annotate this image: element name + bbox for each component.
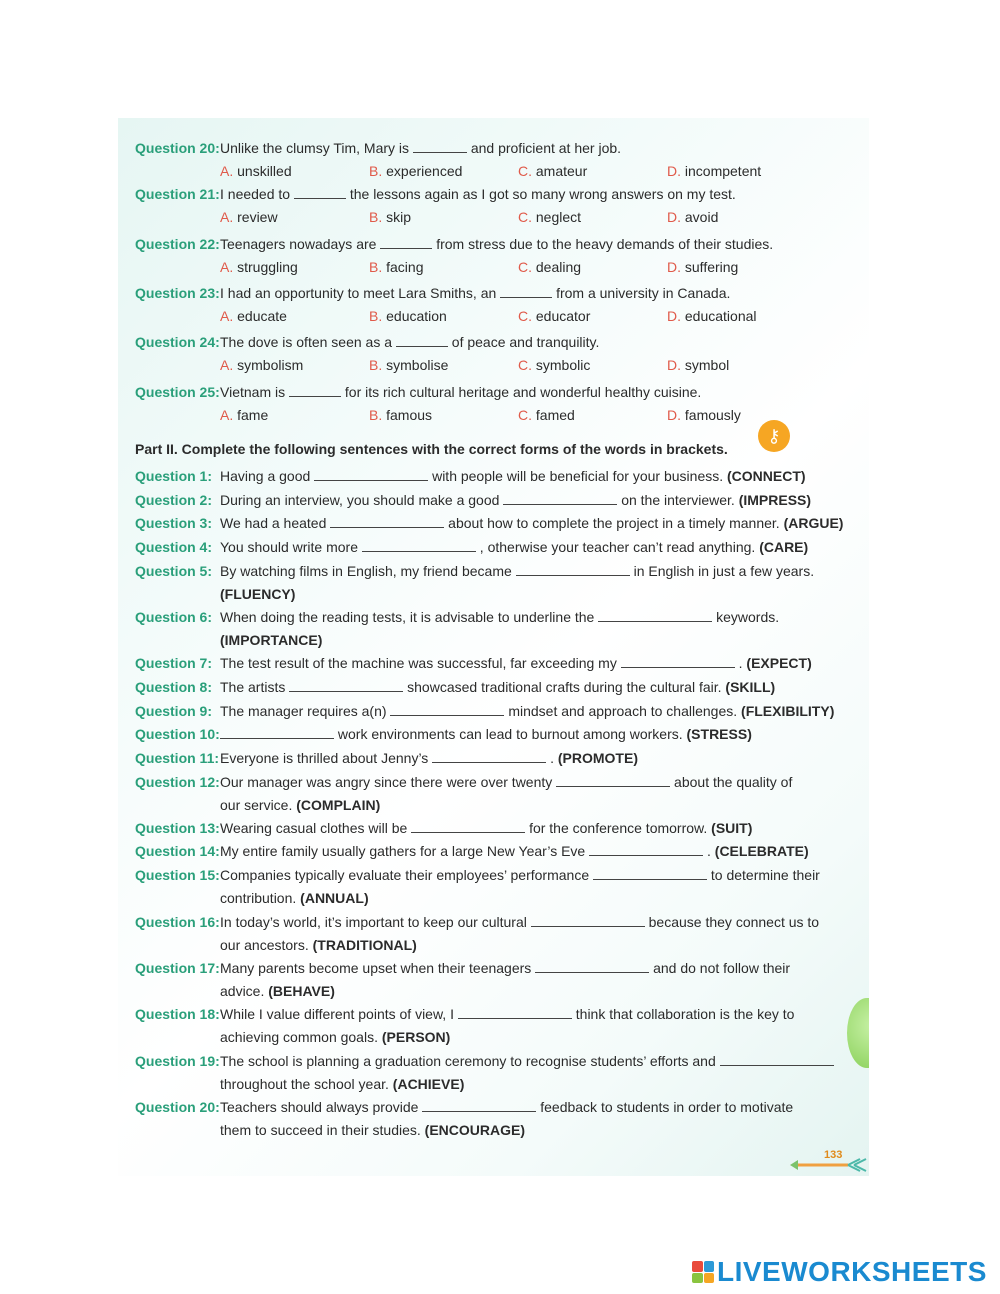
answer-option[interactable] xyxy=(220,259,298,275)
answer-blank[interactable] xyxy=(362,541,476,552)
question-label: Question 7: xyxy=(135,655,213,671)
option-text: skip xyxy=(386,209,412,225)
answer-blank[interactable] xyxy=(458,1008,572,1019)
question-continuation xyxy=(220,937,417,953)
word-hint: (ANNUAL) xyxy=(300,890,369,906)
option-letter: B. xyxy=(369,357,383,373)
question-text xyxy=(220,703,834,719)
option-letter: A. xyxy=(220,308,234,324)
question-text-before: The school is planning a graduation ceremony to recognise students’ efforts and xyxy=(220,1053,716,1069)
question-text-after: . xyxy=(738,655,743,671)
question-text-after: from stress due to the heavy demands of their studies. xyxy=(436,236,774,252)
word-hint: (FLEXIBILITY) xyxy=(741,703,835,719)
question-text-after: showcased traditional crafts during the cultural fair. xyxy=(407,679,722,695)
answer-option[interactable] xyxy=(220,209,278,225)
option-text: educate xyxy=(237,308,287,324)
option-text: educator xyxy=(535,308,591,324)
answer-blank[interactable] xyxy=(503,494,617,505)
question-text xyxy=(220,960,790,976)
option-text: dealing xyxy=(535,259,582,275)
question-text-before: During an interview, you should make a good xyxy=(220,492,500,508)
answer-blank[interactable] xyxy=(556,776,670,787)
question-label: Question 17: xyxy=(135,960,220,976)
question-label: Question 16: xyxy=(135,914,220,930)
question-text-before: My entire family usually gathers for a large New Year’s Eve xyxy=(220,843,586,859)
answer-blank[interactable] xyxy=(411,822,525,833)
question-label: Question 11: xyxy=(135,750,220,766)
question-text-continued: throughout the school year. xyxy=(220,1076,389,1092)
answer-blank[interactable] xyxy=(380,238,432,249)
question-label: Question 20: xyxy=(135,140,220,156)
option-text: symbol xyxy=(684,357,730,373)
question-label: Question 6: xyxy=(135,609,213,625)
answer-option[interactable] xyxy=(518,259,581,275)
question-text-after: for its rich cultural heritage and wonderful healthy cuisine. xyxy=(344,384,702,400)
question-label: Question 15: xyxy=(135,867,220,883)
option-text: symbolise xyxy=(386,357,449,373)
option-letter: C. xyxy=(518,308,532,324)
answer-option[interactable] xyxy=(667,357,729,373)
answer-blank[interactable] xyxy=(593,869,707,880)
arrow-decoration-icon xyxy=(788,1158,868,1172)
question-text-after: the lessons again as I got so many wrong answers on my test. xyxy=(349,186,736,202)
question-text xyxy=(220,140,621,156)
word-hint: (CELEBRATE) xyxy=(714,843,809,859)
word-hint: (BEHAVE) xyxy=(268,983,335,999)
answer-blank[interactable] xyxy=(390,705,504,716)
answer-option[interactable] xyxy=(220,308,287,324)
answer-option[interactable] xyxy=(667,407,741,423)
question-text-after: about how to complete the project in a timely manner. xyxy=(448,515,780,531)
answer-blank[interactable] xyxy=(589,845,703,856)
question-text xyxy=(220,679,775,695)
question-text-before: The artists xyxy=(220,679,286,695)
answer-blank[interactable] xyxy=(330,517,444,528)
question-text xyxy=(220,384,701,400)
question-label: Question 4: xyxy=(135,539,213,555)
answer-blank[interactable] xyxy=(294,188,346,199)
question-text-after: . xyxy=(550,750,554,766)
option-letter: D. xyxy=(667,357,681,373)
word-hint: (COMPLAIN) xyxy=(296,797,381,813)
question-text-after: in English in just a few years. xyxy=(633,563,815,579)
question-text-after: for the conference tomorrow. xyxy=(529,820,708,836)
question-text xyxy=(220,515,843,531)
option-text: review xyxy=(237,209,278,225)
question-label: Question 20: xyxy=(135,1099,220,1115)
question-text-after: because they connect us to xyxy=(648,914,820,930)
option-letter: C. xyxy=(518,259,532,275)
question-text xyxy=(220,655,812,671)
question-text xyxy=(220,563,814,579)
word-hint: (SUIT) xyxy=(711,820,753,836)
answer-blank[interactable] xyxy=(422,1101,536,1112)
question-label: Question 13: xyxy=(135,820,220,836)
answer-option[interactable] xyxy=(518,357,590,373)
word-hint: (ARGUE) xyxy=(783,515,844,531)
question-text-before: When doing the reading tests, it is advisable to underline the xyxy=(220,609,595,625)
answer-blank[interactable] xyxy=(413,142,467,153)
question-text-after: . xyxy=(707,843,711,859)
question-text-after: and do not follow their xyxy=(653,960,791,976)
question-continuation xyxy=(220,890,369,906)
answer-option[interactable] xyxy=(518,308,590,324)
question-text-before: Wearing casual clothes will be xyxy=(220,820,408,836)
question-text-before: The test result of the machine was successful, far exceeding my xyxy=(220,655,617,671)
question-text-before: While I value different points of view, I xyxy=(220,1006,454,1022)
option-text: facing xyxy=(386,259,424,275)
answer-blank[interactable] xyxy=(516,565,630,576)
question-label: Question 9: xyxy=(135,703,213,719)
question-continuation xyxy=(220,586,295,602)
option-text: neglect xyxy=(535,209,582,225)
option-letter: D. xyxy=(667,259,681,275)
answer-option[interactable] xyxy=(220,357,303,373)
answer-blank[interactable] xyxy=(289,386,341,397)
question-text xyxy=(220,468,806,484)
question-label: Question 2: xyxy=(135,492,213,508)
answer-option[interactable] xyxy=(667,308,757,324)
worksheet-page xyxy=(118,118,869,1176)
option-letter: B. xyxy=(369,163,383,179)
option-text: suffering xyxy=(684,259,739,275)
question-text xyxy=(220,914,819,930)
answer-blank[interactable] xyxy=(432,752,546,763)
option-letter: D. xyxy=(667,209,681,225)
question-text-before: We had a heated xyxy=(220,515,327,531)
option-text: struggling xyxy=(237,259,298,275)
question-text-before: Our manager was angry since there were over twenty xyxy=(220,774,553,790)
answer-option[interactable] xyxy=(518,209,581,225)
question-label: Question 14: xyxy=(135,843,220,859)
question-text xyxy=(220,285,730,301)
question-text-before: Teachers should always provide xyxy=(220,1099,419,1115)
option-text: experienced xyxy=(386,163,463,179)
answer-option[interactable] xyxy=(667,209,718,225)
question-continuation xyxy=(220,983,335,999)
answer-option[interactable] xyxy=(369,259,423,275)
option-text: famously xyxy=(684,407,741,423)
question-text xyxy=(220,1006,794,1022)
answer-blank[interactable] xyxy=(314,470,428,481)
option-letter: B. xyxy=(369,209,383,225)
option-text: famous xyxy=(386,407,433,423)
part-ii-title: Part II. Complete the following sentences with the correct forms of the words in brackets. xyxy=(135,441,728,457)
option-letter: C. xyxy=(518,407,532,423)
question-label: Question 3: xyxy=(135,515,213,531)
answer-option[interactable] xyxy=(518,163,587,179)
question-text-after: , otherwise your teacher can’t read anything. xyxy=(479,539,756,555)
question-label: Question 8: xyxy=(135,679,213,695)
question-text-after: on the interviewer. xyxy=(621,492,735,508)
question-text-after: and proficient at her job. xyxy=(470,140,622,156)
question-text xyxy=(220,492,811,508)
question-text-after: from a university in Canada. xyxy=(556,285,731,301)
answer-blank[interactable] xyxy=(500,287,552,298)
question-text xyxy=(220,774,792,790)
question-text-before: You should write more xyxy=(220,539,359,555)
question-text-after: keywords. xyxy=(716,609,780,625)
option-text: unskilled xyxy=(237,163,292,179)
answer-blank[interactable] xyxy=(531,916,645,927)
question-text-after: about the quality of xyxy=(674,774,793,790)
question-text-continued: (FLUENCY) xyxy=(220,586,296,602)
question-label: Question 25: xyxy=(135,384,220,400)
question-text-after: to determine their xyxy=(710,867,820,883)
question-text-after: think that collaboration is the key to xyxy=(575,1006,795,1022)
answer-blank[interactable] xyxy=(535,962,649,973)
question-text-before: I had an opportunity to meet Lara Smiths, an xyxy=(220,285,497,301)
answer-blank[interactable] xyxy=(289,681,403,692)
question-label: Question 23: xyxy=(135,285,220,301)
word-hint: (PERSON) xyxy=(381,1029,451,1045)
answer-blank[interactable] xyxy=(720,1055,834,1066)
word-hint: (PROMOTE) xyxy=(557,750,638,766)
answer-option[interactable] xyxy=(369,308,447,324)
question-continuation xyxy=(220,632,322,648)
option-letter: A. xyxy=(220,259,234,275)
question-text-after: mindset and approach to challenges. xyxy=(508,703,738,719)
question-text xyxy=(220,236,773,252)
answer-blank[interactable] xyxy=(396,336,448,347)
option-text: educational xyxy=(684,308,757,324)
question-label: Question 22: xyxy=(135,236,220,252)
answer-option[interactable] xyxy=(220,407,268,423)
answer-option[interactable] xyxy=(369,209,411,225)
answer-option[interactable] xyxy=(220,163,292,179)
question-text-after: work environments can lead to burnout among workers. xyxy=(337,726,683,742)
option-letter: B. xyxy=(369,259,383,275)
option-letter: D. xyxy=(667,308,681,324)
word-hint: (SKILL) xyxy=(725,679,776,695)
option-text: amateur xyxy=(535,163,588,179)
word-hint: (CONNECT) xyxy=(727,468,806,484)
answer-option[interactable] xyxy=(667,163,761,179)
option-letter: C. xyxy=(518,209,532,225)
option-text: fame xyxy=(237,407,269,423)
question-continuation xyxy=(220,1122,525,1138)
option-text: famed xyxy=(535,407,575,423)
question-text xyxy=(220,750,638,766)
word-hint: (ENCOURAGE) xyxy=(424,1122,526,1138)
option-letter: A. xyxy=(220,209,234,225)
option-text: incompetent xyxy=(684,163,762,179)
question-text-before: Vietnam is xyxy=(220,384,286,400)
question-text-continued: (IMPORTANCE) xyxy=(220,632,323,648)
question-text xyxy=(220,334,599,350)
key-icon[interactable]: ⚷ xyxy=(758,420,790,452)
decorative-blob xyxy=(847,998,869,1068)
word-hint: (EXPECT) xyxy=(746,655,812,671)
word-hint: (TRADITIONAL) xyxy=(312,937,417,953)
question-text-before: In today’s world, it’s important to keep our cultural xyxy=(220,914,527,930)
option-text: symbolic xyxy=(535,357,591,373)
question-text-before: Teenagers nowadays are xyxy=(220,236,377,252)
question-continuation xyxy=(220,1076,464,1092)
question-text-continued: achieving common goals. xyxy=(220,1029,378,1045)
page-number: 133 xyxy=(824,1149,843,1161)
question-text xyxy=(220,867,820,883)
liveworksheets-logo[interactable] xyxy=(692,1256,987,1288)
question-text-before: The manager requires a(n) xyxy=(220,703,387,719)
question-text-continued: our ancestors. xyxy=(220,937,309,953)
option-text: education xyxy=(386,308,447,324)
question-text-continued: contribution. xyxy=(220,890,297,906)
question-text-before: Having a good xyxy=(220,468,311,484)
option-letter: A. xyxy=(220,357,234,373)
question-text-continued: advice. xyxy=(220,983,265,999)
option-letter: D. xyxy=(667,407,681,423)
answer-option[interactable] xyxy=(369,407,432,423)
question-label: Question 10: xyxy=(135,726,220,742)
question-text-after: feedback to students in order to motivate xyxy=(540,1099,794,1115)
question-text-before: Unlike the clumsy Tim, Mary is xyxy=(220,140,410,156)
question-text-after: of peace and tranquility. xyxy=(451,334,600,350)
option-text: avoid xyxy=(684,209,719,225)
question-text-continued: them to succeed in their studies. xyxy=(220,1122,421,1138)
answer-blank[interactable] xyxy=(220,728,334,739)
option-letter: C. xyxy=(518,357,532,373)
question-text-before: I needed to xyxy=(220,186,291,202)
question-text xyxy=(220,843,809,859)
question-label: Question 19: xyxy=(135,1053,220,1069)
question-continuation xyxy=(220,1029,450,1045)
liveworksheets-logo-icon xyxy=(692,1261,714,1283)
question-continuation xyxy=(220,797,380,813)
question-text xyxy=(220,1053,834,1069)
question-text-before: The dove is often seen as a xyxy=(220,334,392,350)
option-letter: C. xyxy=(518,163,532,179)
question-text-after: with people will be beneficial for your business. xyxy=(432,468,724,484)
word-hint: (CARE) xyxy=(759,539,809,555)
option-letter: B. xyxy=(369,407,383,423)
answer-option[interactable] xyxy=(518,407,575,423)
answer-blank[interactable] xyxy=(621,657,735,668)
question-label: Question 12: xyxy=(135,774,220,790)
option-letter: B. xyxy=(369,308,383,324)
question-label: Question 21: xyxy=(135,186,220,202)
question-text-before: Companies typically evaluate their employees’ performance xyxy=(220,867,590,883)
word-hint: (IMPRESS) xyxy=(738,492,812,508)
answer-option[interactable] xyxy=(667,259,738,275)
question-text xyxy=(220,186,736,202)
word-hint: (STRESS) xyxy=(686,726,752,742)
question-text xyxy=(220,726,752,742)
answer-option[interactable] xyxy=(369,163,462,179)
option-letter: A. xyxy=(220,163,234,179)
question-label: Question 5: xyxy=(135,563,213,579)
answer-option[interactable] xyxy=(369,357,448,373)
question-label: Question 1: xyxy=(135,468,213,484)
option-text: symbolism xyxy=(237,357,304,373)
question-text xyxy=(220,539,808,555)
option-letter: D. xyxy=(667,163,681,179)
question-text-before: By watching films in English, my friend became xyxy=(220,563,512,579)
question-text-continued: our service. xyxy=(220,797,293,813)
question-text xyxy=(220,1099,793,1115)
option-letter: A. xyxy=(220,407,234,423)
question-label: Question 18: xyxy=(135,1006,220,1022)
question-text-before: Many parents become upset when their teenagers xyxy=(220,960,532,976)
liveworksheets-wordmark: LIVEWORKSHEETS xyxy=(717,1256,987,1287)
answer-blank[interactable] xyxy=(598,611,712,622)
question-label: Question 24: xyxy=(135,334,220,350)
question-text xyxy=(220,609,779,625)
question-text xyxy=(220,820,752,836)
word-hint: (ACHIEVE) xyxy=(392,1076,465,1092)
question-text-before: Everyone is thrilled about Jenny’s xyxy=(220,750,429,766)
